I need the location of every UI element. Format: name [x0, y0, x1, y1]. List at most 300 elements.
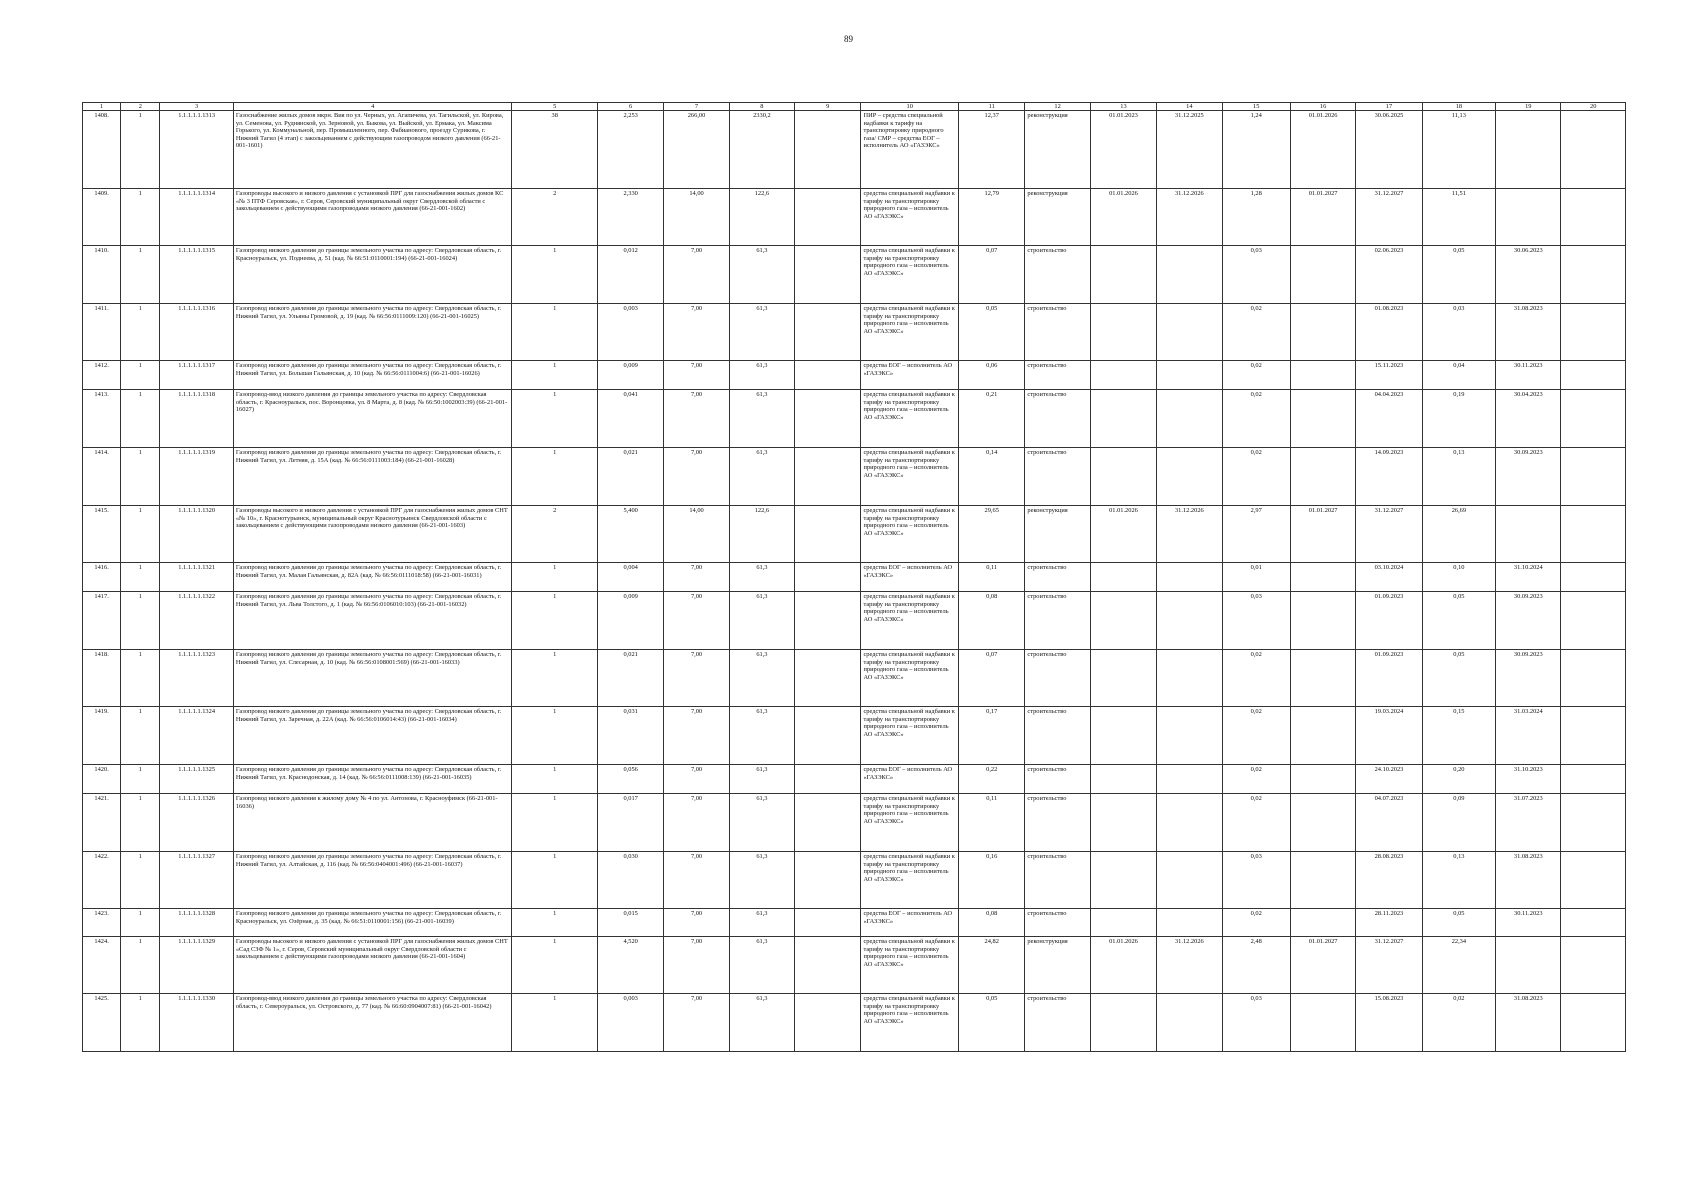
project-code: 1.1.1.1.1.1328 — [160, 909, 233, 937]
column-19-date — [1496, 189, 1561, 246]
column-5-value: 1 — [512, 304, 597, 361]
cost-value: 0,08 — [959, 909, 1025, 937]
work-type: строительство — [1025, 361, 1090, 390]
cost-value: 12,37 — [959, 111, 1025, 189]
column-16-value — [1290, 304, 1355, 361]
column-16-value — [1290, 592, 1355, 650]
length-value: 5,400 — [597, 506, 663, 563]
table-row — [83, 390, 1626, 448]
column-16-value — [1290, 246, 1355, 304]
column-2-value: 1 — [121, 794, 160, 852]
work-type: строительство — [1025, 304, 1090, 361]
column-15-value: 2,48 — [1222, 937, 1290, 994]
column-16-value — [1290, 361, 1355, 390]
column-2-value: 1 — [121, 707, 160, 765]
column-5-value: 1 — [512, 852, 597, 909]
column-8-value: 61,3 — [729, 592, 794, 650]
cost-value: 0,11 — [959, 794, 1025, 852]
length-value: 0,021 — [597, 448, 663, 506]
column-header-10: 10 — [861, 103, 959, 111]
column-20-value — [1561, 592, 1626, 650]
column-15-value: 0,03 — [1222, 994, 1290, 1052]
column-19-date: 30.11.2023 — [1496, 909, 1561, 937]
column-18-value: 22,34 — [1422, 937, 1495, 994]
column-15-value: 1,24 — [1222, 111, 1290, 189]
column-5-value: 1 — [512, 246, 597, 304]
project-name: Газопроводы высокого и низкого давления с установкой ПРГ для газоснабжения жилых домов СНТ «Сад СЗФ № 1», г. Серов, Серовский муниципальный округ Свердловской области с закольцеванием с действующими газопроводами низкого давления (66-21-001-1604) — [233, 937, 512, 994]
column-2-value: 1 — [121, 592, 160, 650]
funding-source: средства ЕОГ – исполнитель АО «ГАЗЭКС» — [861, 765, 959, 794]
column-9-value — [795, 361, 861, 390]
column-17-date: 01.09.2023 — [1356, 592, 1422, 650]
column-2-value: 1 — [121, 506, 160, 563]
column-9-value — [795, 189, 861, 246]
column-header-19: 19 — [1496, 103, 1561, 111]
start-date — [1090, 563, 1156, 592]
work-type: строительство — [1025, 707, 1090, 765]
funding-source: ПИР – средства специальной надбавки к тарифу на транспортировку природного газа/ СМР – средства ЕОГ – исполнитель АО «ГАЗЭКС» — [861, 111, 959, 189]
length-value: 2,253 — [597, 111, 663, 189]
column-7-value: 7,00 — [664, 794, 729, 852]
column-20-value — [1561, 650, 1626, 707]
column-18-value: 0,13 — [1422, 448, 1495, 506]
column-16-value: 01.01.2027 — [1290, 506, 1355, 563]
column-header-17: 17 — [1356, 103, 1422, 111]
table-row — [83, 794, 1626, 852]
column-19-date: 30.09.2023 — [1496, 448, 1561, 506]
column-2-value: 1 — [121, 304, 160, 361]
column-2-value: 1 — [121, 909, 160, 937]
start-date — [1090, 707, 1156, 765]
project-name: Газопровод низкого давления до границы земельного участка по адресу: Свердловская область, г. Красноуральск, ул. Озёрная, д. 35 (кад. № 66:51:0110001:156) (66-21-001-16039) — [233, 909, 512, 937]
column-20-value — [1561, 765, 1626, 794]
row-number: 1410. — [83, 246, 121, 304]
column-17-date: 31.12.2027 — [1356, 189, 1422, 246]
funding-source: средства специальной надбавки к тарифу на транспортировку природного газа – исполнитель АО «ГАЗЭКС» — [861, 707, 959, 765]
column-18-value: 0,05 — [1422, 909, 1495, 937]
column-8-value: 61,3 — [729, 563, 794, 592]
column-16-value — [1290, 909, 1355, 937]
work-type: реконструкция — [1025, 937, 1090, 994]
project-name: Газопровод-ввод низкого давления до границы земельного участка по адресу: Свердловская область, г. Североуральск, ул. Островского, д. 77 (кад. № 66:60:0904007:81) (66-21-001-16042) — [233, 994, 512, 1052]
column-15-value: 0,02 — [1222, 304, 1290, 361]
project-code: 1.1.1.1.1.1327 — [160, 852, 233, 909]
column-8-value: 61,3 — [729, 707, 794, 765]
end-date: 31.12.2025 — [1157, 111, 1222, 189]
column-19-date: 30.09.2023 — [1496, 592, 1561, 650]
column-7-value: 7,00 — [664, 707, 729, 765]
column-15-value: 0,03 — [1222, 852, 1290, 909]
cost-value: 0,05 — [959, 994, 1025, 1052]
start-date — [1090, 246, 1156, 304]
project-code: 1.1.1.1.1.1319 — [160, 448, 233, 506]
row-number: 1421. — [83, 794, 121, 852]
column-15-value: 0,01 — [1222, 563, 1290, 592]
column-18-value: 0,19 — [1422, 390, 1495, 448]
end-date — [1157, 707, 1222, 765]
row-number: 1409. — [83, 189, 121, 246]
funding-source: средства специальной надбавки к тарифу на транспортировку природного газа – исполнитель АО «ГАЗЭКС» — [861, 390, 959, 448]
cost-value: 0,22 — [959, 765, 1025, 794]
project-name: Газопроводы высокого и низкого давления с установкой ПРГ для газоснабжения жилых домов СНТ «№ 10», г. Краснотурьинск, муниципальный округ Краснотурьинск Свердловской области с закольцеванием с действующими газопроводами низкого давления (66-21-001-1603) — [233, 506, 512, 563]
project-code: 1.1.1.1.1.1320 — [160, 506, 233, 563]
column-7-value: 7,00 — [664, 937, 729, 994]
end-date — [1157, 765, 1222, 794]
funding-source: средства специальной надбавки к тарифу на транспортировку природного газа – исполнитель АО «ГАЗЭКС» — [861, 794, 959, 852]
column-20-value — [1561, 994, 1626, 1052]
column-7-value: 7,00 — [664, 994, 729, 1052]
column-header-12: 12 — [1025, 103, 1090, 111]
column-16-value — [1290, 448, 1355, 506]
table-row — [83, 650, 1626, 707]
work-type: строительство — [1025, 448, 1090, 506]
column-7-value: 266,00 — [664, 111, 729, 189]
column-2-value: 1 — [121, 246, 160, 304]
column-19-date: 30.04.2023 — [1496, 390, 1561, 448]
cost-value: 29,65 — [959, 506, 1025, 563]
column-8-value: 61,3 — [729, 304, 794, 361]
column-9-value — [795, 592, 861, 650]
column-18-value: 0,10 — [1422, 563, 1495, 592]
page-number: 89 — [844, 34, 853, 44]
column-5-value: 1 — [512, 650, 597, 707]
cost-value: 0,06 — [959, 361, 1025, 390]
start-date — [1090, 794, 1156, 852]
work-type: строительство — [1025, 563, 1090, 592]
column-7-value: 7,00 — [664, 361, 729, 390]
row-number: 1425. — [83, 994, 121, 1052]
column-9-value — [795, 852, 861, 909]
row-number: 1412. — [83, 361, 121, 390]
column-9-value — [795, 563, 861, 592]
project-name: Газопровод низкого давления до границы земельного участка по адресу: Свердловская область, г. Нижний Тагил, ул. Летняя, д. 15А (кад. № 66:56:0111003:184) (66-21-001-16028) — [233, 448, 512, 506]
work-type: реконструкция — [1025, 506, 1090, 563]
column-18-value: 11,13 — [1422, 111, 1495, 189]
column-16-value — [1290, 765, 1355, 794]
end-date — [1157, 592, 1222, 650]
column-17-date: 15.11.2023 — [1356, 361, 1422, 390]
start-date — [1090, 650, 1156, 707]
column-20-value — [1561, 937, 1626, 994]
column-7-value: 7,00 — [664, 852, 729, 909]
column-15-value: 0,02 — [1222, 909, 1290, 937]
end-date — [1157, 361, 1222, 390]
start-date — [1090, 390, 1156, 448]
row-number: 1419. — [83, 707, 121, 765]
column-7-value: 7,00 — [664, 765, 729, 794]
column-18-value: 0,03 — [1422, 304, 1495, 361]
length-value: 0,015 — [597, 909, 663, 937]
length-value: 4,520 — [597, 937, 663, 994]
column-header-3: 3 — [160, 103, 233, 111]
length-value: 0,004 — [597, 563, 663, 592]
column-18-value: 0,09 — [1422, 794, 1495, 852]
project-code: 1.1.1.1.1.1317 — [160, 361, 233, 390]
table-row — [83, 111, 1626, 189]
funding-source: средства специальной надбавки к тарифу на транспортировку природного газа – исполнитель АО «ГАЗЭКС» — [861, 852, 959, 909]
column-19-date: 30.09.2023 — [1496, 650, 1561, 707]
column-2-value: 1 — [121, 937, 160, 994]
cost-value: 12,79 — [959, 189, 1025, 246]
column-2-value: 1 — [121, 994, 160, 1052]
start-date — [1090, 304, 1156, 361]
project-name: Газопровод низкого давления до границы земельного участка по адресу: Свердловская область, г. Нижний Тагил, ул. Алтайская, д. 116 (кад. № 66:56:0404001:496) (66-21-001-16037) — [233, 852, 512, 909]
project-code: 1.1.1.1.1.1318 — [160, 390, 233, 448]
length-value: 0,030 — [597, 852, 663, 909]
project-code: 1.1.1.1.1.1329 — [160, 937, 233, 994]
start-date — [1090, 994, 1156, 1052]
cost-value: 0,21 — [959, 390, 1025, 448]
project-name: Газопровод низкого давления до границы земельного участка по адресу: Свердловская область, г. Красноуральск, ул. Поднеева, д. 51 (кад. № 66:51:0110001:194) (66-21-001-16024) — [233, 246, 512, 304]
column-8-value: 61,3 — [729, 852, 794, 909]
column-2-value: 1 — [121, 563, 160, 592]
funding-source: средства специальной надбавки к тарифу на транспортировку природного газа – исполнитель АО «ГАЗЭКС» — [861, 506, 959, 563]
project-code: 1.1.1.1.1.1323 — [160, 650, 233, 707]
column-header-14: 14 — [1157, 103, 1222, 111]
column-15-value: 0,02 — [1222, 390, 1290, 448]
column-9-value — [795, 765, 861, 794]
column-9-value — [795, 111, 861, 189]
column-17-date: 31.12.2027 — [1356, 506, 1422, 563]
length-value: 0,003 — [597, 304, 663, 361]
table-row — [83, 852, 1626, 909]
column-15-value: 1,28 — [1222, 189, 1290, 246]
column-header-8: 8 — [729, 103, 794, 111]
column-9-value — [795, 937, 861, 994]
column-15-value: 2,97 — [1222, 506, 1290, 563]
length-value: 0,009 — [597, 592, 663, 650]
column-15-value: 0,02 — [1222, 448, 1290, 506]
end-date: 31.12.2026 — [1157, 506, 1222, 563]
funding-source: средства специальной надбавки к тарифу на транспортировку природного газа – исполнитель АО «ГАЗЭКС» — [861, 304, 959, 361]
column-20-value — [1561, 304, 1626, 361]
column-16-value — [1290, 650, 1355, 707]
column-5-value: 1 — [512, 909, 597, 937]
column-7-value: 7,00 — [664, 592, 729, 650]
column-9-value — [795, 650, 861, 707]
work-type: строительство — [1025, 994, 1090, 1052]
work-type: реконструкция — [1025, 189, 1090, 246]
column-15-value: 0,03 — [1222, 592, 1290, 650]
column-7-value: 7,00 — [664, 563, 729, 592]
column-17-date: 15.08.2023 — [1356, 994, 1422, 1052]
column-17-date: 28.11.2023 — [1356, 909, 1422, 937]
column-9-value — [795, 707, 861, 765]
table-row — [83, 707, 1626, 765]
column-18-value: 0,05 — [1422, 592, 1495, 650]
row-number: 1424. — [83, 937, 121, 994]
column-17-date: 04.07.2023 — [1356, 794, 1422, 852]
column-7-value: 7,00 — [664, 390, 729, 448]
column-20-value — [1561, 794, 1626, 852]
column-7-value: 14,00 — [664, 506, 729, 563]
column-header-4: 4 — [233, 103, 512, 111]
column-header-6: 6 — [597, 103, 663, 111]
table-row — [83, 361, 1626, 390]
table-body — [83, 111, 1626, 1052]
column-17-date: 01.09.2023 — [1356, 650, 1422, 707]
column-20-value — [1561, 189, 1626, 246]
column-19-date: 31.08.2023 — [1496, 852, 1561, 909]
row-number: 1415. — [83, 506, 121, 563]
start-date: 01.01.2026 — [1090, 937, 1156, 994]
column-number-row — [83, 103, 1626, 111]
column-17-date: 28.08.2023 — [1356, 852, 1422, 909]
column-5-value: 1 — [512, 361, 597, 390]
length-value: 0,017 — [597, 794, 663, 852]
cost-value: 0,07 — [959, 650, 1025, 707]
end-date — [1157, 650, 1222, 707]
project-code: 1.1.1.1.1.1324 — [160, 707, 233, 765]
column-header-7: 7 — [664, 103, 729, 111]
column-19-date — [1496, 506, 1561, 563]
table-row — [83, 304, 1626, 361]
cost-value: 0,05 — [959, 304, 1025, 361]
column-16-value — [1290, 794, 1355, 852]
table-row — [83, 909, 1626, 937]
column-19-date: 30.11.2023 — [1496, 361, 1561, 390]
column-19-date: 30.06.2023 — [1496, 246, 1561, 304]
length-value: 0,041 — [597, 390, 663, 448]
end-date — [1157, 794, 1222, 852]
cost-value: 0,08 — [959, 592, 1025, 650]
column-8-value: 61,3 — [729, 448, 794, 506]
column-header-15: 15 — [1222, 103, 1290, 111]
column-9-value — [795, 794, 861, 852]
column-2-value: 1 — [121, 361, 160, 390]
column-7-value: 14,00 — [664, 189, 729, 246]
column-17-date: 14.09.2023 — [1356, 448, 1422, 506]
column-9-value — [795, 246, 861, 304]
column-5-value: 1 — [512, 448, 597, 506]
project-code: 1.1.1.1.1.1325 — [160, 765, 233, 794]
column-header-9: 9 — [795, 103, 861, 111]
length-value: 0,056 — [597, 765, 663, 794]
column-18-value: 26,69 — [1422, 506, 1495, 563]
column-header-1: 1 — [83, 103, 121, 111]
cost-value: 0,07 — [959, 246, 1025, 304]
project-name: Газопровод низкого давления до границы земельного участка по адресу: Свердловская область, г. Нижний Тагил, ул. Малая Гальянская, д. 82А (кад. № 66:56:0111018:58) (66-21-001-16031) — [233, 563, 512, 592]
column-19-date: 31.10.2024 — [1496, 563, 1561, 592]
project-code: 1.1.1.1.1.1314 — [160, 189, 233, 246]
work-type: строительство — [1025, 592, 1090, 650]
work-type: строительство — [1025, 246, 1090, 304]
end-date — [1157, 304, 1222, 361]
column-16-value: 01.01.2026 — [1290, 111, 1355, 189]
column-header-18: 18 — [1422, 103, 1495, 111]
column-8-value: 122,6 — [729, 506, 794, 563]
column-20-value — [1561, 111, 1626, 189]
column-18-value: 0,20 — [1422, 765, 1495, 794]
column-8-value: 122,6 — [729, 189, 794, 246]
column-8-value: 61,3 — [729, 765, 794, 794]
column-2-value: 1 — [121, 111, 160, 189]
funding-source: средства ЕОГ – исполнитель АО «ГАЗЭКС» — [861, 361, 959, 390]
row-number: 1413. — [83, 390, 121, 448]
column-8-value: 61,3 — [729, 909, 794, 937]
project-name: Газопровод низкого давления до границы земельного участка по адресу: Свердловская область, г. Нижний Тагил, ул. Краснодонская, д. 14 (кад. № 66:56:0111008:139) (66-21-001-16035) — [233, 765, 512, 794]
column-9-value — [795, 448, 861, 506]
end-date — [1157, 246, 1222, 304]
column-5-value: 1 — [512, 563, 597, 592]
table-row — [83, 246, 1626, 304]
end-date — [1157, 852, 1222, 909]
funding-source: средства специальной надбавки к тарифу на транспортировку природного газа – исполнитель АО «ГАЗЭКС» — [861, 448, 959, 506]
table-row — [83, 937, 1626, 994]
work-type: строительство — [1025, 852, 1090, 909]
project-name: Газопровод низкого давления до границы земельного участка по адресу: Свердловская область, г. Нижний Тагил, ул. Льва Толстого, д. 1 (кад. № 66:56:0106010:103) (66-21-001-16032) — [233, 592, 512, 650]
column-17-date: 02.06.2023 — [1356, 246, 1422, 304]
funding-source: средства специальной надбавки к тарифу на транспортировку природного газа – исполнитель АО «ГАЗЭКС» — [861, 650, 959, 707]
funding-source: средства специальной надбавки к тарифу на транспортировку природного газа – исполнитель АО «ГАЗЭКС» — [861, 246, 959, 304]
column-17-date: 03.10.2024 — [1356, 563, 1422, 592]
column-17-date: 01.08.2023 — [1356, 304, 1422, 361]
work-type: строительство — [1025, 794, 1090, 852]
column-16-value: 01.01.2027 — [1290, 189, 1355, 246]
column-19-date: 31.03.2024 — [1496, 707, 1561, 765]
cost-value: 24,82 — [959, 937, 1025, 994]
column-7-value: 7,00 — [664, 304, 729, 361]
column-16-value — [1290, 994, 1355, 1052]
column-7-value: 7,00 — [664, 650, 729, 707]
row-number: 1417. — [83, 592, 121, 650]
funding-source: средства специальной надбавки к тарифу на транспортировку природного газа – исполнитель АО «ГАЗЭКС» — [861, 994, 959, 1052]
column-header-2: 2 — [121, 103, 160, 111]
column-16-value — [1290, 390, 1355, 448]
column-15-value: 0,02 — [1222, 650, 1290, 707]
row-number: 1411. — [83, 304, 121, 361]
project-name: Газоснабжение жилых домов мкрн. Вия по ул. Черных, ул. Агапичева, ул. Тагильской, ул. Кирова, ул. Семенова, ул. Руднянской, ул. Зерновой, ул. Быкова, ул. Выйской, ул. Ермака, ул. Максима Горького, ул. Коммунальной, пер. Промышленного, пер. Фабианового, проезду Сурикова, г. Нижний Тагил (4 этап) с закольцеванием с действующим газопроводом низкого давления (66-21-001-1601) — [233, 111, 512, 189]
column-header-13: 13 — [1090, 103, 1156, 111]
column-17-date: 31.12.2027 — [1356, 937, 1422, 994]
column-5-value: 1 — [512, 390, 597, 448]
column-18-value: 0,15 — [1422, 707, 1495, 765]
column-15-value: 0,03 — [1222, 246, 1290, 304]
column-5-value: 1 — [512, 994, 597, 1052]
cost-value: 0,16 — [959, 852, 1025, 909]
column-16-value: 01.01.2027 — [1290, 937, 1355, 994]
column-20-value — [1561, 909, 1626, 937]
column-15-value: 0,02 — [1222, 707, 1290, 765]
row-number: 1422. — [83, 852, 121, 909]
work-type: строительство — [1025, 909, 1090, 937]
row-number: 1418. — [83, 650, 121, 707]
column-5-value: 2 — [512, 506, 597, 563]
column-5-value: 1 — [512, 592, 597, 650]
cost-value: 0,17 — [959, 707, 1025, 765]
work-type: строительство — [1025, 390, 1090, 448]
column-8-value: 61,3 — [729, 390, 794, 448]
column-20-value — [1561, 361, 1626, 390]
start-date — [1090, 592, 1156, 650]
length-value: 0,003 — [597, 994, 663, 1052]
column-19-date — [1496, 937, 1561, 994]
project-name: Газопровод низкого давления к жилому дому № 4 по ул. Антонова, г. Красноуфимск (66-21-001-16036) — [233, 794, 512, 852]
column-5-value: 1 — [512, 765, 597, 794]
funding-source: средства специальной надбавки к тарифу на транспортировку природного газа – исполнитель АО «ГАЗЭКС» — [861, 592, 959, 650]
column-15-value: 0,02 — [1222, 765, 1290, 794]
column-8-value: 2330,2 — [729, 111, 794, 189]
funding-source: средства ЕОГ – исполнитель АО «ГАЗЭКС» — [861, 909, 959, 937]
column-7-value: 7,00 — [664, 246, 729, 304]
row-number: 1416. — [83, 563, 121, 592]
column-18-value: 11,51 — [1422, 189, 1495, 246]
column-header-11: 11 — [959, 103, 1025, 111]
row-number: 1420. — [83, 765, 121, 794]
column-7-value: 7,00 — [664, 909, 729, 937]
table-row — [83, 592, 1626, 650]
column-16-value — [1290, 563, 1355, 592]
